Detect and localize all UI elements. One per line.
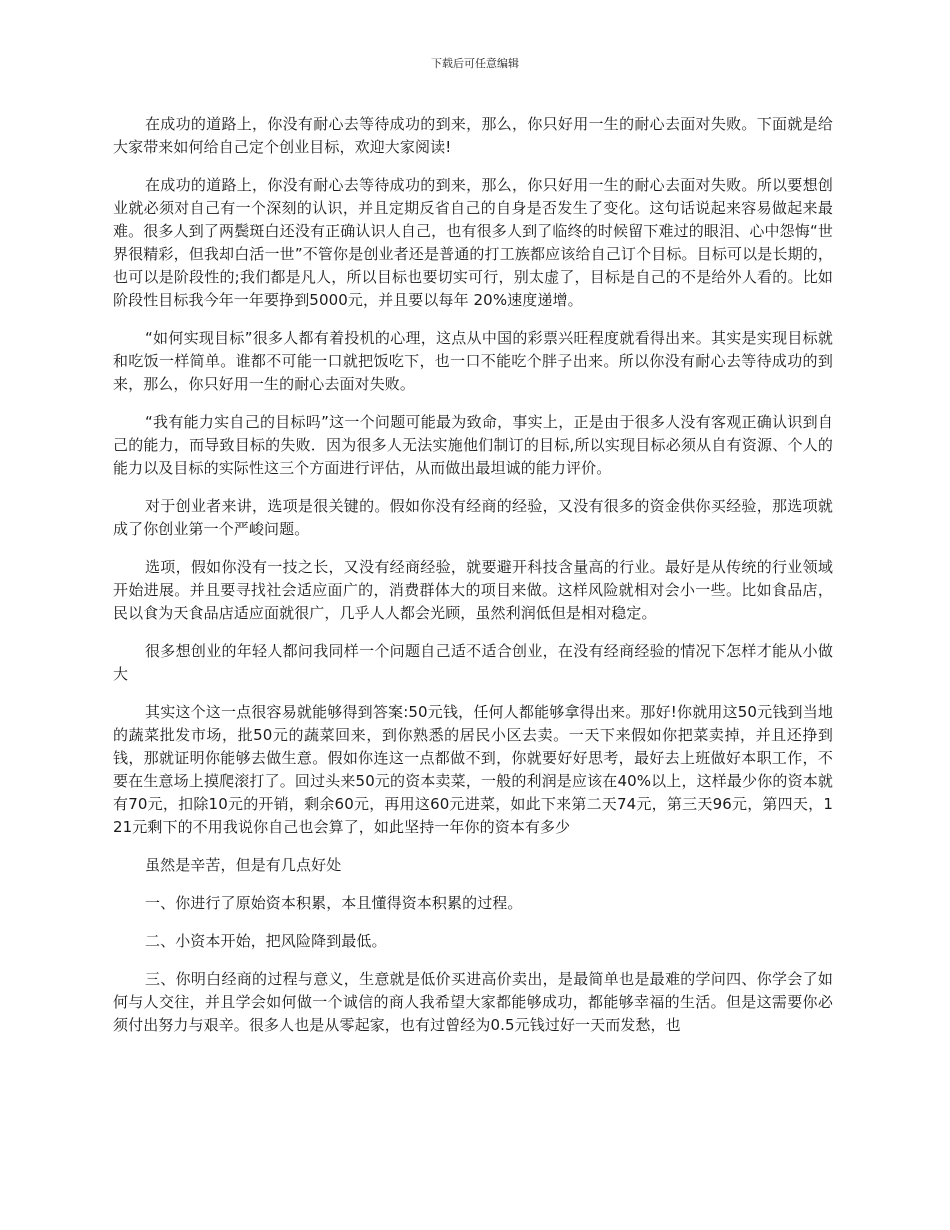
paragraph-project-advice: 选项，假如你没有一技之长，又没有经商经验，就要避开科技含量高的行业。最好是从传统的行业领域开始进展。并且要寻找社会适应面广的，消费群体大的项目来做。这样风险就相对会小一些。比如食品店，民以食为天食品店适应面就很广，几乎人人都会光顾，虽然利润低但是相对稳定。	[113, 558, 833, 622]
paragraph-benefit-two: 二、小资本开始，把风险降到最低。	[145, 932, 387, 950]
document-body	[113, 113, 833, 1052]
paragraph-choose-project: 对于创业者来讲，选项是很关键的。假如你没有经商的经验，又没有很多的资金供你买经验，那选项就成了你创业第一个严峻问题。	[113, 497, 833, 538]
paragraph-benefits-intro: 虽然是辛苦，但是有几点好处	[145, 856, 342, 874]
paragraph-achieve-goal: “如何实现目标”很多人都有着投机的心理，这点从中国的彩票兴旺程度就看得出来。其实是实现目标就和吃饭一样简单。谁都不可能一口就把饭吃下，也一口不能吃个胖子出来。所以你没有耐心去等待成功的到来，那么，你只好用一生的耐心去面对失败。	[113, 329, 833, 393]
paragraph-self-knowledge: 在成功的道路上，你没有耐心去等待成功的到来，那么，你只好用一生的耐心去面对失败。所以要想创业就必须对自己有一个深刻的认识，并且定期反省自己的自身是否发生了变化。这句话说起来容易做起来最难。很多人到了两鬓斑白还没有正确认识人自己，也有很多人到了临终的时候留下难过的眼泪、心中怨悔“世界很精彩，但我却白活一世”不管你是创业者还是普通的打工族都应该给自己订个目标。目标可以是长期的，也可以是阶段性的;我们都是凡人，所以目标也要切实可行，别太虚了，目标是自己的不是给外人看的。比如阶段性目标我今年一年要挣到5000元，并且要以每年 20%速度递增。	[113, 176, 833, 309]
paragraph-intro: 在成功的道路上，你没有耐心去等待成功的到来，那么，你只好用一生的耐心去面对失败。下面就是给大家带来如何给自己定个创业目标，欢迎大家阅读!	[113, 115, 833, 156]
paragraph-ability: “我有能力实自己的目标吗”这一个问题可能最为致命，事实上，正是由于很多人没有客观正确认识到自己的能力，而导致目标的失败．因为很多人无法实施他们制订的目标,所以实现目标必须从自有资源、个人的能力以及目标的实际性这三个方面进行评估，从而做出最坦诚的能力评价。	[113, 413, 833, 477]
paragraph-benefit-one: 一、你进行了原始资本积累，本且懂得资本积累的过程。	[145, 894, 523, 912]
paragraph-fifty-yuan: 其实这个这一点很容易就能够得到答案:50元钱，任何人都能够拿得出来。那好!你就用这50元钱到当地的蔬菜批发市场，批50元的蔬菜回来，到你熟悉的居民小区去卖。一天下来假如你把菜卖掉，并且还挣到钱，那就证明你能够去做生意。假如你连这一点都做不到，你就要好好思考，最好去上班做好本职工作，不要在生意场上摸爬滚打了。回过头来50元的资本卖菜，一般的利润是应该在40%以上，这样最少你的资本就有70元，扣除10元的开销，剩余60元，再用这60元进菜，如此下来第二天74元，第三天96元，第四天，121元剩下的不用我说你自己也会算了，如此坚持一年你的资本有多少	[113, 703, 833, 836]
paragraph-question: 很多想创业的年轻人都问我同样一个问题自己适不适合创业，在没有经商经验的情况下怎样才能从小做大	[113, 642, 833, 683]
page-header-note: 下载后可任意编辑	[431, 57, 519, 70]
paragraph-benefit-three: 三、你明白经商的过程与意义，生意就是低价买进高价卖出，是最简单也是最难的学问四、你学会了如何与人交往，并且学会如何做一个诚信的商人我希望大家都能够成功，都能够幸福的生活。但是这需要你必须付出努力与艰辛。很多人也是从零起家，也有过曾经为0.5元钱过好一天而发愁，也	[113, 970, 833, 1034]
